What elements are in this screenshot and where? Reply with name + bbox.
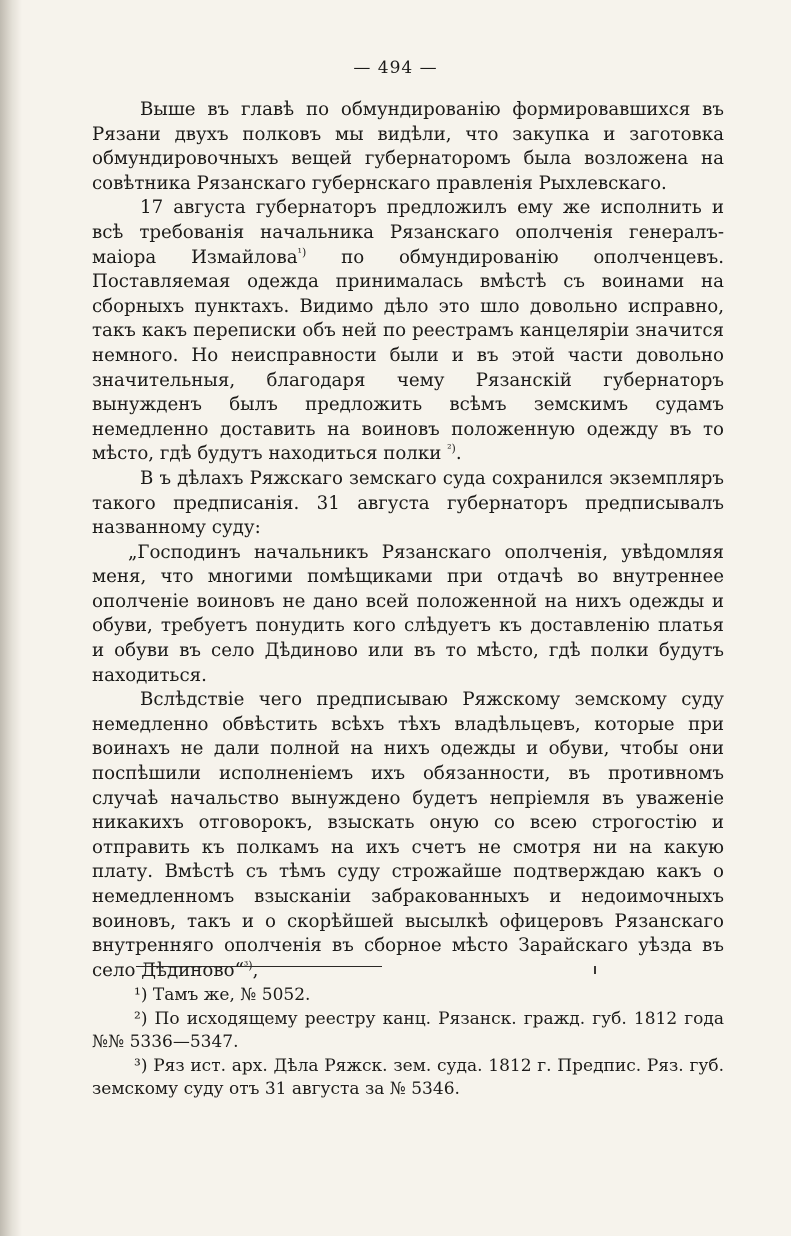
footnote-3-mark: ³) [134,1055,148,1076]
footnote-ref-2: ²) [447,442,456,456]
footnote-2 [92,1008,724,1055]
page-edge-shadow [0,0,22,1236]
footnote-1-text: Тамъ же, № 5052. [152,985,311,1005]
paragraph-1: Выше въ главѣ по обмундированію формировавшихся въ Рязани двухъ полковъ мы видѣли, что закупка и заготовка обмундировочныхъ вещей губернаторомъ была возложена на совѣтника Рязанскаго губернскаго правленія Рыхлевскаго. [92,99,724,194]
paragraph-3: В ъ дѣлахъ Ряжскаго земскаго суда сохранился экземпляръ такого предписанія. 31 августа губернаторъ предписывалъ названному суду: [92,467,724,539]
quote-paragraph-2-text: Вслѣдствіе чего предписываю Ряжскому земскому суду немедленно обвѣстить всѣхъ тѣхъ владѣльцевъ, которые при воинахъ не дали полной на нихъ одежды и обуви, чтобы они поспѣшили исполненіемъ ихъ обязанности, въ противномъ случаѣ начальство вынуждено будетъ непріемля въ уваженіе никакихъ отговорокъ, взыскать оную со всею строгостію и отправить къ полкамъ на ихъ счетъ не смотря ни на какую плату. Вмѣстѣ съ тѣмъ суду строжайше подтверждаю какъ о немедленномъ взысканіи забракованныхъ и недоимочныхъ воиновъ, такъ и о скорѣйшей высылкѣ офицеровъ Рязанскаго внутренняго ополченія въ сборное мѣсто Зарайскаго уѣзда въ село Дѣдиново“ [92,689,724,981]
footnote-1 [92,984,724,1008]
quote-paragraph-1: „Господинъ начальникъ Рязанскаго ополченія, увѣдомляя меня, что многими помѣщиками при отдачѣ во внутреннее ополченіе воиновъ не дано всей положенной на нихъ одежды и обуви, требуетъ понудить кого слѣдуетъ къ доставленію платья и обуви въ село Дѣдиново или въ то мѣсто, гдѣ полки будутъ находиться. [92,541,724,686]
footnotes [92,984,724,1102]
footnote-ref-1: ¹) [297,245,307,259]
footnote-1-mark: ¹) [134,985,148,1005]
page-number: — 494 — [353,58,438,78]
footnote-3 [92,1055,724,1102]
quote-paragraph-2 [92,688,724,983]
ink-mark [594,966,596,974]
footnote-divider [136,966,382,967]
footnote-2-text: По исходящему реестру канц. Рязанск. гражд. губ. 1812 года №№ 5336—5347. [92,1008,724,1052]
footnote-ref-3: ³) [243,958,253,972]
paragraph-2-part-2: по обмундированію ополченцевъ. Поставляемая одежда принималась вмѣстѣ съ воинами на сборныхъ пунктахъ. Видимо дѣло это шло довольно исправно, такъ какъ переписки объ ней по реестрамъ канцеляріи значится немного. Но неисправности были и въ этой части довольно значительныя, благодаря чему Рязанскій губернаторъ вынужденъ былъ предложить всѣмъ земскимъ судамъ немедленно доставить на воиновъ положенную одежду въ то мѣсто, гдѣ будутъ находиться полки [92,246,724,465]
paragraph-2-period: . [455,443,462,465]
main-text [92,98,724,983]
paragraph-2-part-1: 17 августа губернаторъ предложилъ ему же исполнить и всѣ требованія начальника Рязанскаго ополченія генералъ-маіора Измайлова [92,197,724,268]
quote-paragraph-2-end: , [252,959,259,981]
paragraph-2 [92,196,724,467]
footnote-2-mark: ²) [134,1008,148,1029]
footnote-3-text: Ряз ист. арх. Дѣла Ряжск. зем. суда. 1812 г. Предпис. Ряз. губ. земскому суду отъ 31 августа за № 5346. [92,1055,724,1099]
